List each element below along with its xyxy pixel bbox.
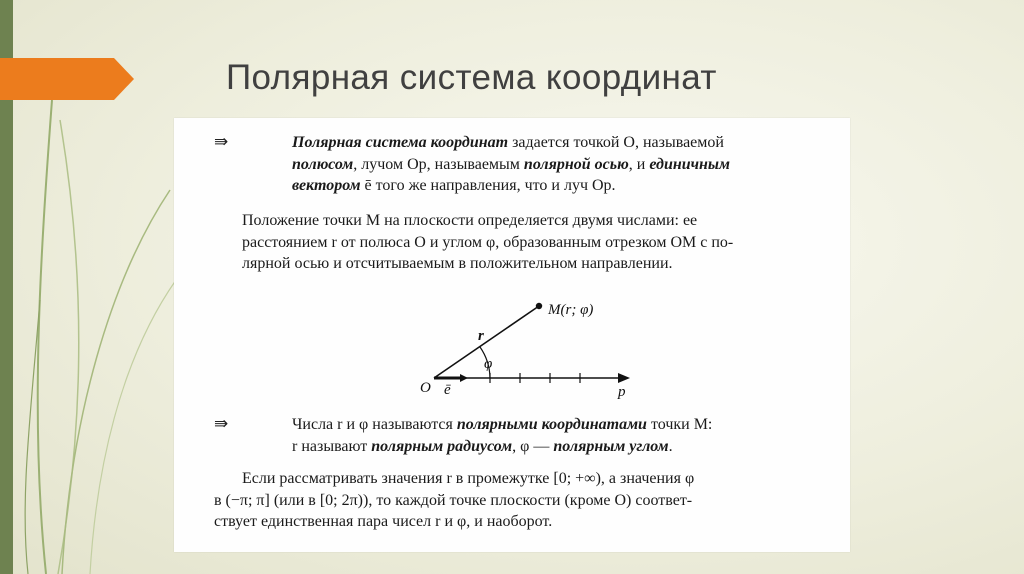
- paragraph-line: в (−π; π] (или в [0; 2π)), то каждой точке плоскости (кроме O) соответ-: [214, 491, 693, 509]
- axis-label: p: [618, 384, 626, 400]
- paragraph-line: вектором ē того же направления, что и луч Op.: [292, 177, 616, 194]
- point-m: [536, 303, 542, 309]
- definition-paragraph: [292, 132, 814, 197]
- paragraph-line: лярной осью и отсчитываемым в положительном направлении.: [242, 255, 673, 272]
- paragraph-line: Если рассматривать значения r в промежутке [0; +∞), а значения φ: [242, 470, 695, 487]
- paragraph-line: расстоянием r от полюса O и углом φ, образованным отрезком OM с по-: [242, 233, 734, 251]
- coordinates-paragraph: [292, 414, 814, 457]
- origin-label: O: [420, 380, 431, 396]
- paragraph-line: ствует единственная пара чисел r и φ, и наоборот.: [214, 513, 553, 530]
- axis-arrowhead: [618, 373, 630, 383]
- paragraph-line: r называют полярным радиусом, φ — полярным углом.: [292, 437, 673, 455]
- paragraph-line: Положение точки M на плоскости определяется двумя числами: ее: [242, 212, 698, 229]
- angle-label: φ: [484, 356, 493, 372]
- content-card: [174, 118, 850, 552]
- unit-vector-head: [460, 374, 468, 382]
- uniqueness-paragraph: [214, 468, 814, 533]
- paragraph-line: полюсом, лучом Op, называемым полярной осью, и единичным: [292, 155, 730, 173]
- paragraph-line: Полярная система координат задается точкой O, называемой: [292, 134, 724, 151]
- implication-arrow-icon: ⇛: [214, 132, 229, 151]
- title-accent-arrow: [0, 58, 134, 100]
- unit-vector-label: ē: [444, 382, 451, 398]
- polar-diagram: [414, 294, 644, 404]
- radius-label: r: [478, 328, 484, 344]
- position-paragraph: [242, 210, 814, 275]
- implication-arrow-icon: ⇛: [214, 414, 229, 433]
- page-title: Полярная система координат: [226, 58, 717, 97]
- point-m-label: M(r; φ): [548, 302, 594, 318]
- paragraph-line: Числа r и φ называются полярными координатами точки M:: [292, 416, 713, 433]
